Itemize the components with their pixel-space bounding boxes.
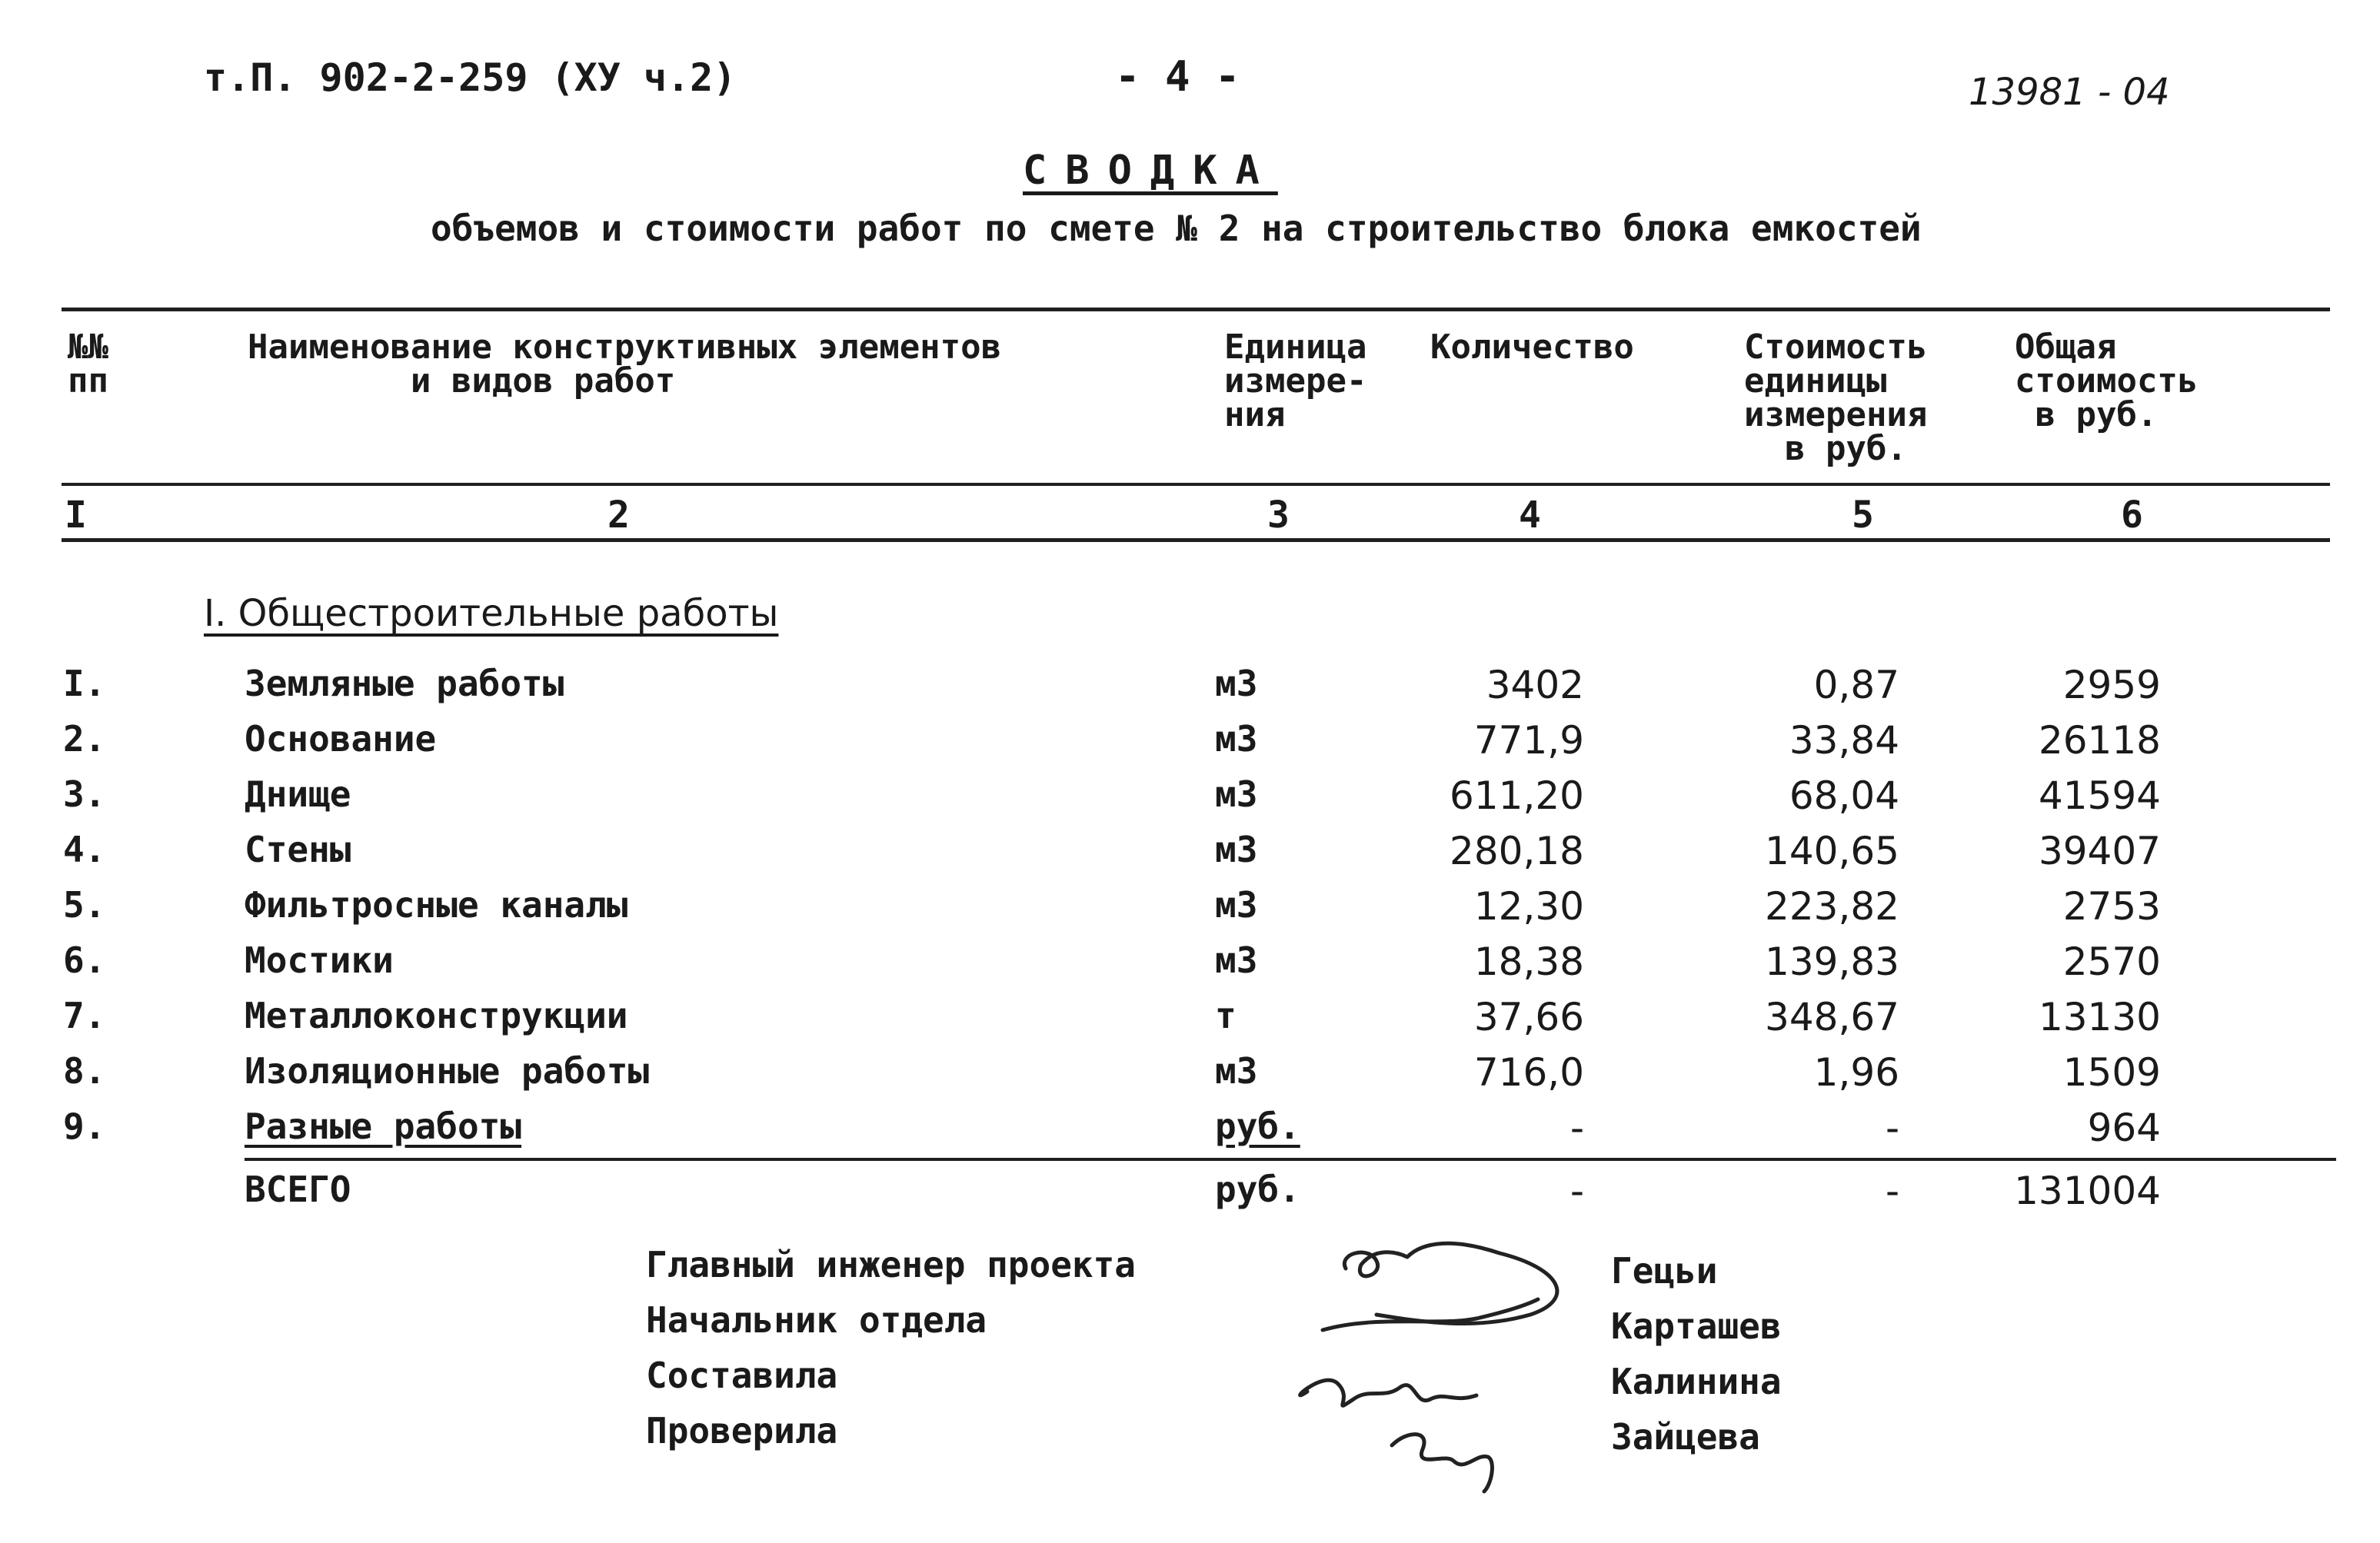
total-rule [245,1158,2336,1161]
row-unit-price: 223,82 [1765,884,1899,929]
col-number-4: 4 [1519,494,1541,537]
section-title: I. Общестроительные работы [204,592,779,635]
total-label: ВСЕГО [245,1169,351,1210]
row-name: Металлоконструкции [245,995,628,1036]
row-unit-price: 140,65 [1765,829,1899,873]
row-total: 1509 [2062,1050,2161,1095]
row-unit: т [1215,995,1237,1036]
document-code: т.П. 902-2-259 (ХУ ч.2) [204,55,737,100]
row-number: 4. [63,829,106,870]
signature-role: Составила [646,1355,838,1396]
row-unit: м3 [1215,884,1258,926]
row-unit: м3 [1215,718,1258,760]
row-quantity: 771,9 [1473,718,1584,763]
row-name: Изоляционные работы [245,1050,650,1092]
row-quantity: 18,38 [1473,939,1584,984]
signature-name: Гецьи [1611,1250,1718,1292]
table-row [0,773,2380,829]
signature-name: Зайцева [1611,1416,1760,1458]
document-title: СВОДКА [1023,148,1278,194]
row-name: Фильтросные каналы [245,884,628,926]
col-number-6: 6 [2121,494,2143,537]
col-header-qty: Количество [1430,328,1634,367]
row-unit: м3 [1215,1050,1258,1092]
table-top-rule [62,308,2330,311]
row-total: 2959 [2062,663,2161,707]
col-header-total: Общая стоимость в руб. [2015,328,2199,434]
table-row [0,1106,2380,1161]
row-quantity: 611,20 [1450,773,1584,818]
col-number-2: 2 [607,494,630,537]
total-quantity: - [1569,1169,1584,1213]
row-quantity: 280,18 [1450,829,1584,873]
row-name: Днище [245,773,351,815]
col-number-3: 3 [1267,494,1290,537]
row-unit-price: 139,83 [1765,939,1899,984]
signature-role: Проверила [646,1410,838,1452]
row-number: 7. [63,995,106,1036]
col-header-price: Стоимость единицы измерения в руб. [1744,328,1928,468]
row-number: 9. [63,1106,106,1147]
row-quantity: 37,66 [1473,995,1584,1039]
header-bottom-rule [62,483,2330,486]
table-row [0,718,2380,773]
row-unit-price: 68,04 [1789,773,1899,818]
row-unit-price: - [1885,1106,1899,1150]
row-number: 2. [63,718,106,760]
row-number: I. [63,663,106,704]
row-number: 3. [63,773,106,815]
row-unit: м3 [1215,773,1258,815]
row-total: 964 [2087,1106,2161,1150]
row-quantity: 12,30 [1473,884,1584,929]
document-subtitle: объемов и стоимости работ по смете № 2 на строительство блока емкостей [431,208,1922,249]
table-row [0,663,2380,718]
row-name: Разные работы [245,1106,522,1147]
col-header-unit: Единица измере- ния [1224,328,1367,434]
row-unit-price: 33,84 [1789,718,1899,763]
col-number-1: I [65,494,87,537]
row-quantity: 716,0 [1473,1050,1584,1095]
row-number: 8. [63,1050,106,1092]
row-unit: руб. [1215,1106,1300,1147]
row-quantity: - [1569,1106,1584,1150]
row-name: Земляные работы [245,663,564,704]
row-total: 13130 [2038,995,2161,1039]
col-header-num: №№ пп [68,328,108,401]
signature-role: Главный инженер проекта [646,1244,1136,1285]
page-number: - 4 - [1115,52,1240,101]
signature-role: Начальник отдела [646,1299,987,1341]
row-unit: м3 [1215,939,1258,981]
row-unit-price: 348,67 [1765,995,1899,1039]
row-name: Основание [245,718,437,760]
col-number-5: 5 [1852,494,1874,537]
signature-name: Калинина [1611,1361,1782,1402]
signature-name: Карташев [1611,1305,1782,1347]
row-total: 39407 [2038,829,2161,873]
total-row [0,1169,2380,1224]
row-total: 2570 [2062,939,2161,984]
table-row [0,1050,2380,1106]
row-total: 2753 [2062,884,2161,929]
column-numbers-rule [62,538,2330,542]
row-number: 5. [63,884,106,926]
handwritten-signatures [1223,1222,1607,1499]
row-unit: м3 [1215,663,1258,704]
row-quantity: 3402 [1486,663,1584,707]
row-total: 26118 [2038,718,2161,763]
row-name: Стены [245,829,351,870]
doc-number: 13981 - 04 [1969,71,2170,114]
col-header-name: Наименование конструктивных элементов и видов работ [248,328,1002,401]
row-unit-price: 1,96 [1813,1050,1899,1095]
table-row [0,884,2380,939]
row-unit: м3 [1215,829,1258,870]
row-name: Мостики [245,939,394,981]
row-number: 6. [63,939,106,981]
row-total: 41594 [2038,773,2161,818]
grand-total: 131004 [2014,1169,2161,1213]
row-unit-price: 0,87 [1813,663,1899,707]
total-unit: руб. [1215,1169,1300,1210]
total-unit-price: - [1885,1169,1899,1213]
table-row [0,939,2380,995]
table-row [0,829,2380,884]
table-row [0,995,2380,1050]
